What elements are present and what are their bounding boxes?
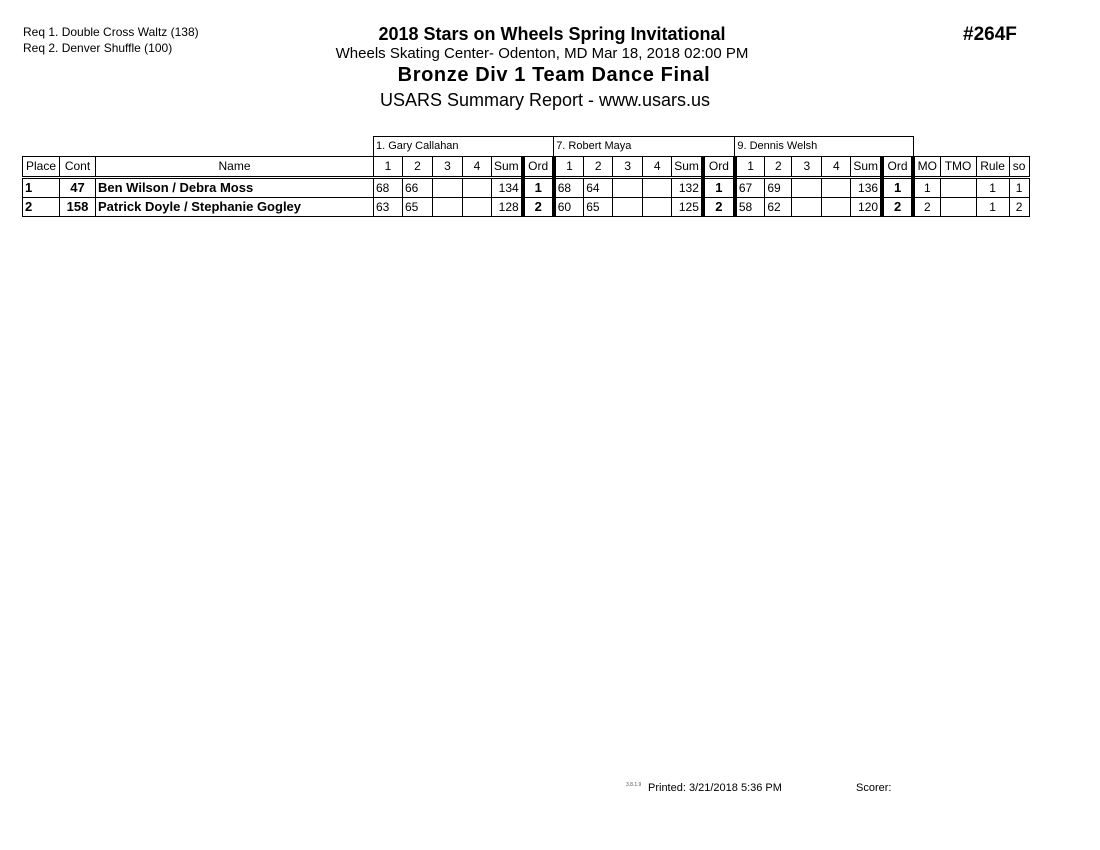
so-cell: 1 <box>1009 178 1029 198</box>
tmo-cell <box>940 198 976 217</box>
col-j1-sum: Sum <box>492 157 523 178</box>
column-header-row <box>23 157 1030 178</box>
table-row <box>23 178 1030 198</box>
j3-ord: 1 <box>882 178 913 198</box>
judge-3-name: 9. Dennis Welsh <box>735 137 913 157</box>
j2-sum: 125 <box>672 198 703 217</box>
j2-score-4 <box>643 198 672 217</box>
col-name: Name <box>96 157 374 178</box>
tmo-cell <box>940 178 976 198</box>
event-title: 2018 Stars on Wheels Spring Invitational <box>378 24 726 44</box>
j2-score-1: 60 <box>554 198 584 217</box>
j2-sum: 132 <box>672 178 703 198</box>
so-cell: 2 <box>1009 198 1029 217</box>
col-j3-fig1: 1 <box>735 157 765 178</box>
results-table <box>22 136 1030 217</box>
j1-ord: 2 <box>523 198 554 217</box>
name-cell: Ben Wilson / Debra Moss <box>96 178 374 198</box>
mo-cell: 2 <box>913 198 940 217</box>
j1-score-4 <box>463 178 492 198</box>
j1-score-1: 63 <box>374 198 403 217</box>
j1-score-2: 66 <box>403 178 433 198</box>
j3-score-1: 67 <box>735 178 765 198</box>
cont-cell: 47 <box>60 178 96 198</box>
j1-score-2: 65 <box>403 198 433 217</box>
j1-sum: 128 <box>492 198 523 217</box>
judge-header-row <box>23 137 1030 157</box>
j2-score-2: 65 <box>584 198 613 217</box>
division-title: Bronze Div 1 Team Dance Final <box>397 64 711 86</box>
venue-date: Wheels Skating Center- Odenton, MD Mar 18, 2018 02:00 PM <box>335 45 749 62</box>
cont-cell: 158 <box>60 198 96 217</box>
j3-ord: 2 <box>882 198 913 217</box>
col-j2-fig3: 3 <box>613 157 643 178</box>
col-j1-fig1: 1 <box>374 157 403 178</box>
j3-score-2: 69 <box>765 178 792 198</box>
j2-score-1: 68 <box>554 178 584 198</box>
j3-score-4 <box>822 198 851 217</box>
judge-2-name: 7. Robert Maya <box>554 137 735 157</box>
j1-score-1: 68 <box>374 178 403 198</box>
col-j3-fig3: 3 <box>792 157 822 178</box>
col-j1-fig3: 3 <box>433 157 463 178</box>
col-j2-fig2: 2 <box>584 157 613 178</box>
j3-score-2: 62 <box>765 198 792 217</box>
required-dance-1: Req 1. Double Cross Waltz (138) <box>23 25 199 39</box>
col-j3-sum: Sum <box>851 157 882 178</box>
j3-score-3 <box>792 198 822 217</box>
j1-sum: 134 <box>492 178 523 198</box>
j2-score-4 <box>643 178 672 198</box>
j2-score-2: 64 <box>584 178 613 198</box>
j1-score-3 <box>433 178 463 198</box>
j3-score-4 <box>822 178 851 198</box>
rule-cell: 1 <box>976 198 1009 217</box>
col-j3-fig2: 2 <box>765 157 792 178</box>
col-rule: Rule <box>976 157 1009 178</box>
col-j1-fig2: 2 <box>403 157 433 178</box>
j2-score-3 <box>613 198 643 217</box>
col-j3-ord: Ord <box>882 157 913 178</box>
col-j2-fig1: 1 <box>554 157 584 178</box>
scorer-label: Scorer: <box>856 782 892 794</box>
report-title: USARS Summary Report - www.usars.us <box>379 90 711 110</box>
j3-sum: 136 <box>851 178 882 198</box>
judge-1-name: 1. Gary Callahan <box>374 137 554 157</box>
place-cell: 1 <box>23 178 60 198</box>
j3-score-1: 58 <box>735 198 765 217</box>
software-version: 3.8.1.9 <box>626 782 642 788</box>
j2-ord: 2 <box>703 198 735 217</box>
event-number: #264F <box>963 24 1017 45</box>
j2-ord: 1 <box>703 178 735 198</box>
mo-cell: 1 <box>913 178 940 198</box>
col-place: Place <box>23 157 60 178</box>
col-j2-sum: Sum <box>672 157 703 178</box>
place-cell: 2 <box>23 198 60 217</box>
col-j2-fig4: 4 <box>643 157 672 178</box>
col-j3-fig4: 4 <box>822 157 851 178</box>
j1-ord: 1 <box>523 178 554 198</box>
col-cont: Cont <box>60 157 96 178</box>
j3-score-3 <box>792 178 822 198</box>
rule-cell: 1 <box>976 178 1009 198</box>
col-j2-ord: Ord <box>703 157 735 178</box>
col-j1-ord: Ord <box>523 157 554 178</box>
name-cell: Patrick Doyle / Stephanie Gogley <box>96 198 374 217</box>
printed-timestamp: Printed: 3/21/2018 5:36 PM <box>648 782 782 794</box>
j3-sum: 120 <box>851 198 882 217</box>
col-tmo: TMO <box>940 157 976 178</box>
j1-score-4 <box>463 198 492 217</box>
required-dance-2: Req 2. Denver Shuffle (100) <box>23 41 173 55</box>
j2-score-3 <box>613 178 643 198</box>
j1-score-3 <box>433 198 463 217</box>
col-mo: MO <box>913 157 940 178</box>
col-so: so <box>1009 157 1029 178</box>
table-row <box>23 198 1030 217</box>
col-j1-fig4: 4 <box>463 157 492 178</box>
